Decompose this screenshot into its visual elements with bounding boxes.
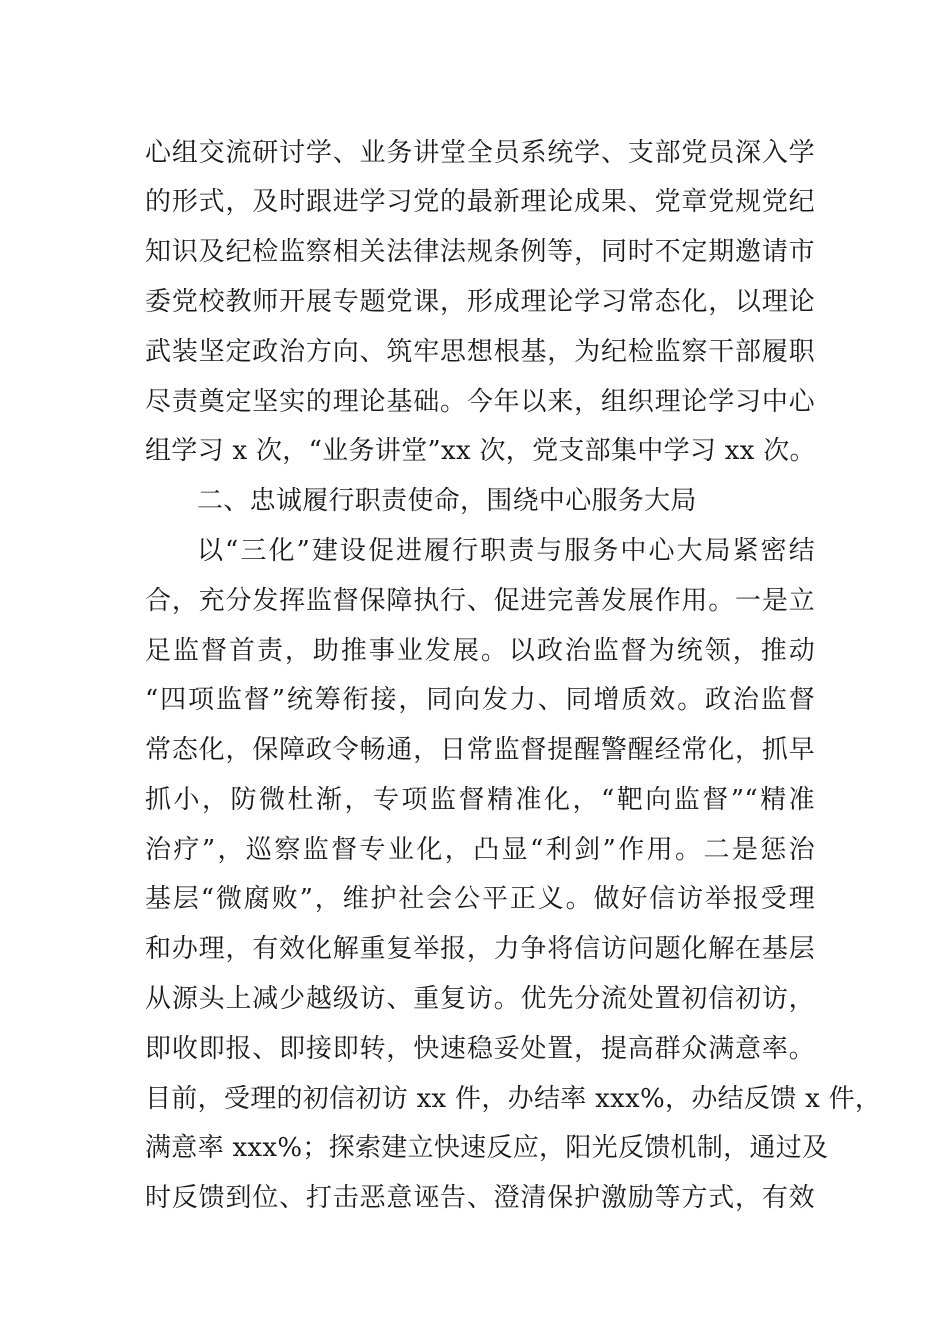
text-line: 从源头上减少越级访、重复访。优先分流处置初信初访， bbox=[145, 984, 815, 1014]
text-line: “四项监督”统筹衔接，同向发力、同增质效。政治监督 bbox=[145, 685, 815, 715]
text-line: 心组交流研讨学、业务讲堂全员系统学、支部党员深入学 bbox=[145, 138, 815, 168]
text-line: 治疗”，巡察监督专业化，凸显“利剑”作用。二是惩治 bbox=[145, 835, 815, 865]
text-line: 和办理，有效化解重复举报，力争将信访问题化解在基层 bbox=[145, 934, 815, 964]
text-line: 委党校教师开展专题党课，形成理论学习常态化，以理论 bbox=[145, 287, 815, 317]
paragraph-first-line: 以“三化”建设促进履行职责与服务中心大局紧密结 bbox=[197, 536, 815, 566]
text-line: 目前，受理的初信初访 xx 件，办结率 xxx%，办结反馈 x 件， bbox=[145, 1084, 882, 1114]
text-line: 组学习 x 次，“业务讲堂”xx 次，党支部集中学习 xx 次。 bbox=[145, 436, 816, 466]
text-line: 足监督首责，助推事业发展。以政治监督为统领，推动 bbox=[145, 636, 815, 666]
text-line: 武装坚定政治方向、筑牢思想根基，为纪检监察干部履职 bbox=[145, 337, 815, 367]
section-heading: 二、忠诚履行职责使命，围绕中心服务大局 bbox=[197, 486, 697, 516]
text-line: 常态化，保障政令畅通，日常监督提醒警醒经常化，抓早 bbox=[145, 735, 815, 765]
text-line: 知识及纪检监察相关法律法规条例等，同时不定期邀请市 bbox=[145, 237, 815, 267]
text-line: 尽责奠定坚实的理论基础。今年以来，组织理论学习中心 bbox=[145, 387, 815, 417]
text-line: 即收即报、即接即转，快速稳妥处置，提高群众满意率。 bbox=[145, 1034, 815, 1064]
text-line: 的形式，及时跟进学习党的最新理论成果、党章党规党纪 bbox=[145, 187, 815, 217]
text-line: 合，充分发挥监督保障执行、促进完善发展作用。一是立 bbox=[145, 586, 815, 616]
text-line: 满意率 xxx%；探索建立快速反应，阳光反馈机制，通过及 bbox=[145, 1133, 829, 1163]
text-line: 抓小，防微杜渐，专项监督精准化，“靶向监督”“精准 bbox=[145, 785, 815, 815]
text-line: 时反馈到位、打击恶意诬告、澄清保护激励等方式，有效 bbox=[145, 1183, 815, 1213]
text-line: 基层“微腐败”，维护社会公平正义。做好信访举报受理 bbox=[145, 884, 815, 914]
